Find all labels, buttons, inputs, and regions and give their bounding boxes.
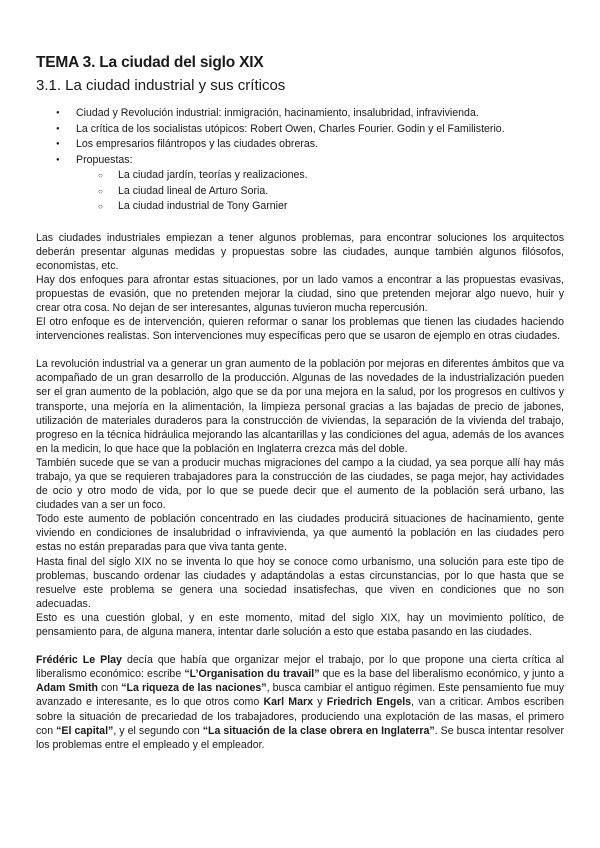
bold-title: “La riqueza de las naciones” — [121, 682, 267, 695]
sub-list-item: ○ La ciudad jardín, teorías y realizaciones. — [118, 168, 564, 184]
list-item-propuestas — [76, 153, 564, 215]
sub-list-item: ○ La ciudad industrial de Tony Garnier — [118, 199, 564, 215]
spacer — [36, 639, 564, 653]
paragraph: Esto es una cuestión global, y en este momento, mitad del siglo XIX, hay un movimiento político, de pensamiento para, de alguna manera, intentar darle solución a esto que estaba pasando en las ciudades. — [36, 611, 564, 639]
paragraph: Todo este aumento de población concentrado en las ciudades producirá situaciones de hacinamiento, gente viviendo en condiciones de insalubridad o infravivienda, ya que aumentó la población en las ciudades pero estas no están preparadas para que viva tanta gente. — [36, 513, 564, 554]
bold-title: “El capital” — [56, 724, 114, 737]
paragraph: Las ciudades industriales empiezan a tener algunos problemas, para encontrar soluciones los arquitectos deberán presentar algunas medidas y propuestas sobre las ciudades, aunque también algunos filósofos, economistas, etc. — [36, 231, 564, 272]
paragraph: Hasta final del siglo XIX no se inventa lo que hoy se conoce como urbanismo, una solución para este tipo de problemas, buscando ordenar las ciudades y adaptándolas a estas circunstancias, por lo que hasta que se resuelve este problema se genera una sociedad insatisfechas, que viven en condiciones que no son adecuadas. — [36, 555, 564, 610]
bold-name: Karl Marx — [263, 696, 314, 709]
paragraph: La revolución industrial va a generar un gran aumento de la población por mejoras en diferentes ámbitos que va acompañado de un gran desarrollo de la producción. Algunas de las novedades de la industrialización pueden ser el gran aumento de la población, algo que se da por una mejora en la salud, por los progresos en cultivos y transporte, una mejoría en la alimentación, la limpieza personal gracias a las bajadas de precio de jabones, utilización de materiales duraderos para la construcción de viviendas, la separación de la vivienda del trabajo, progreso en la técnica hidráulica mejorando las alcantarillas y las condiciones del agua, además de los avances en la medicin, lo que hace que la población en Inglaterra crezca más del doble. — [36, 358, 564, 455]
page-title: TEMA 3. La ciudad del siglo XIX — [36, 54, 264, 71]
paragraph-le-play: Frédéric Le Play decía que había que organizar mejor el trabajo, por lo que propone una cierta crítica al liberalismo económico: escribe “L’Organisation du travail” que es la base del liberalismo económico, y junto a Adam Smith con “La riqueza de las naciones”, busca cambiar el antiguo régimen. Este pensamiento fue muy avanzado e interesante, es lo que otros como Karl Marx y Friedrich Engels, van a criticar. Ambos escriben sobre la situación de precariedad de los trabajadores, produciendo una explotación de las masas, el primero con “El capital”, y el segundo con “La situación de la clase obrera en Inglaterra”. Se busca intentar resolver los problemas entre el empleado y el empleador. — [36, 654, 565, 751]
paragraph: El otro enfoque es de intervención, quieren reformar o sanar los problemas que tienen las ciudades haciendo intervenciones realistas. Son intervenciones muy específicas pero que se usaron de ejemplo en otras ciudades. — [36, 316, 564, 343]
paragraph: Hay dos enfoques para afrontar estas situaciones, por un lado vamos a encontrar a las propuestas evasivas, propuestas de evasión, que no pretenden mejorar la ciudad, sino que pretenden mejorar algo nuevo, huir y crear otra cosa. No dejan de ser interesantes, algunas tuvieron mucha repercusión. — [36, 273, 564, 314]
paragraph: También sucede que se van a producir muchas migraciones del campo a la ciudad, ya sea porque allí hay más trabajo, ya que se requieren trabajadores para la construcción de las ciudades, se paga mejor, hay actividades de ocio y otro modo de vida, por lo que se puede decir que el aumento de la población será urbano, las ciudades van a ser un foco. — [36, 456, 564, 512]
section-subtitle: 3.1. La ciudad industrial y sus críticos — [36, 77, 286, 94]
spacer — [36, 343, 564, 357]
bold-title: “La situación de la clase obrera en Inglaterra” — [202, 724, 435, 737]
bold-name: Friedrich Engels — [326, 696, 412, 709]
sub-list — [76, 168, 564, 215]
bold-name: Adam Smith — [36, 682, 98, 695]
sub-list-item: ○ La ciudad lineal de Arturo Soria. — [118, 184, 564, 200]
list-item: ● Ciudad y Revolución industrial: inmigración, hacinamiento, insalubridad, infravivienda. — [76, 106, 564, 122]
list-item: ● Los empresarios filántropos y las ciudades obreras. — [76, 137, 564, 153]
bold-name: Frédéric Le Play — [36, 654, 122, 667]
topic-list — [36, 106, 564, 215]
bold-title: “L’Organisation du travail” — [184, 668, 320, 681]
list-item: ● La crítica de los socialistas utópicos: Robert Owen, Charles Fourier. Godin y el Familisterio. — [76, 122, 564, 138]
list-item-label: Propuestas: — [76, 153, 133, 166]
